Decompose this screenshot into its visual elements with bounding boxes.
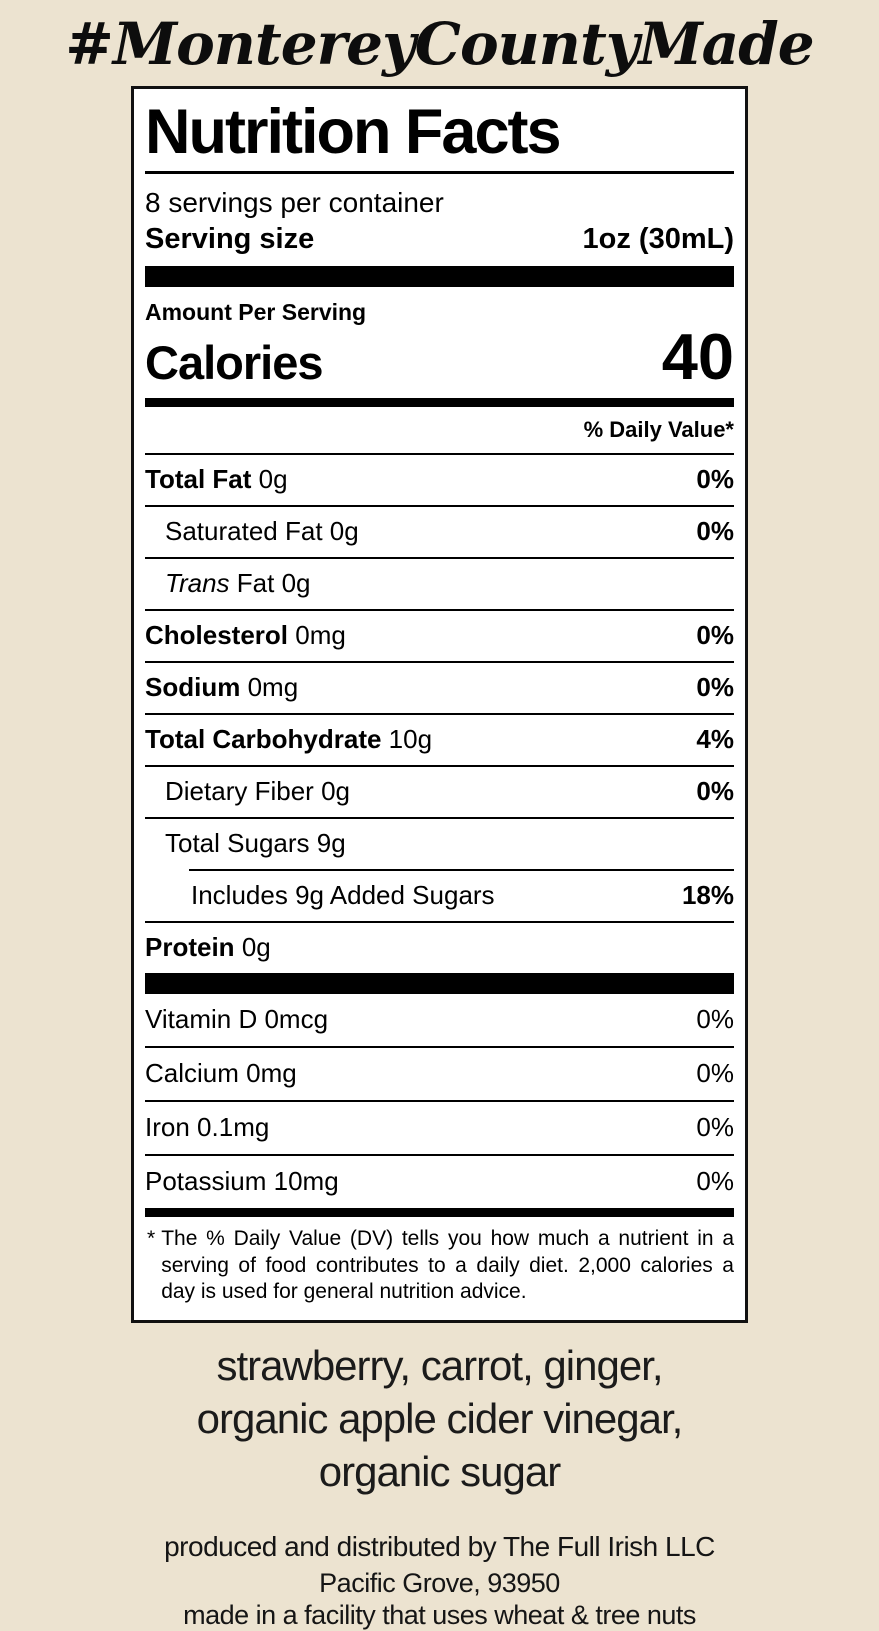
- nutrient-dv: 0%: [696, 776, 734, 807]
- divider-thick: [145, 266, 734, 287]
- nutrient-name-italic: Trans: [165, 568, 230, 599]
- vitamin-row-vitamin-d: [145, 994, 734, 1046]
- amount-per-serving: Amount Per Serving: [145, 299, 367, 326]
- nutrient-amount: 10g: [388, 724, 433, 755]
- nutrient-amount: 0g: [329, 516, 359, 547]
- vitamin-name: Vitamin D: [145, 1004, 258, 1035]
- nutrient-name: Sodium: [145, 672, 241, 703]
- vitamin-row-potassium: [145, 1156, 734, 1208]
- vitamin-dv: 0%: [696, 1166, 734, 1197]
- nutrient-row-sodium: [145, 663, 734, 713]
- nutrient-name: Saturated Fat: [165, 516, 323, 547]
- vitamin-dv: 0%: [696, 1004, 734, 1035]
- vitamin-row-iron: [145, 1102, 734, 1154]
- producer-line: produced and distributed by The Full Irish LLC: [164, 1530, 715, 1562]
- label-title: Nutrition Facts: [145, 97, 560, 167]
- ingredients-list: [0, 1339, 879, 1499]
- vitamin-name: Potassium: [145, 1166, 267, 1197]
- nutrient-name: Total Sugars: [165, 828, 310, 859]
- ingredients-line: organic sugar: [318, 1448, 561, 1496]
- nutrient-row-total-sugars: [145, 819, 734, 869]
- vitamin-name: Iron: [145, 1112, 190, 1143]
- ingredients-line: strawberry, carrot, ginger,: [216, 1341, 663, 1389]
- nutrient-name: Total Fat: [145, 464, 252, 495]
- calories-label: Calories: [145, 336, 323, 390]
- nutrient-row-total-carbohydrate: [145, 715, 734, 765]
- nutrient-row-protein: [145, 923, 734, 973]
- vitamin-dv: 0%: [696, 1058, 734, 1089]
- nutrient-amount: 0g: [241, 932, 271, 963]
- vitamin-amount: 10mg: [273, 1166, 339, 1197]
- vitamin-amount: 0mcg: [264, 1004, 329, 1035]
- nutrient-name: Cholesterol: [145, 620, 289, 651]
- nutrient-dv: 0%: [696, 620, 734, 651]
- nutrient-name: Dietary Fiber: [165, 776, 314, 807]
- ingredients-line: organic apple cider vinegar,: [196, 1395, 683, 1443]
- vitamin-dv: 0%: [696, 1112, 734, 1143]
- nutrient-dv: 4%: [696, 724, 734, 755]
- nutrient-name: Includes 9g Added Sugars: [191, 880, 495, 911]
- nutrient-row-cholesterol: [145, 611, 734, 661]
- vitamin-amount: 0mg: [246, 1058, 297, 1089]
- nutrient-row-total-fat: [145, 455, 734, 505]
- nutrient-row-trans-fat: [145, 559, 734, 609]
- calories-row: [145, 320, 734, 398]
- nutrient-amount: 0mg: [247, 672, 299, 703]
- daily-value-header: % Daily Value*: [583, 417, 734, 443]
- nutrient-row-saturated-fat: [145, 507, 734, 557]
- producer-info: [0, 1531, 879, 1631]
- nutrient-row-added-sugars: [145, 871, 734, 921]
- daily-value-footnote: [145, 1217, 734, 1307]
- nutrient-dv: 18%: [681, 880, 734, 911]
- nutrient-name: Protein: [145, 932, 235, 963]
- nutrition-facts-label: [131, 86, 748, 1323]
- calories-value: 40: [661, 320, 734, 394]
- footnote-text: The % Daily Value (DV) tells you how much a nutrient in a serving of food contributes to a daily diet. 2,000 calories a day is used for general nutrition advice.: [161, 1227, 734, 1304]
- nutrient-amount: 0g: [321, 776, 350, 807]
- serving-size-value: 1oz (30mL): [582, 223, 734, 256]
- servings-per-container: 8 servings per container: [145, 186, 444, 218]
- serving-size-row: [145, 219, 734, 266]
- footnote-asterisk: *: [147, 1227, 156, 1251]
- serving-size-label: Serving size: [145, 223, 315, 256]
- nutrient-dv: 0%: [696, 672, 734, 703]
- vitamin-name: Calcium: [145, 1058, 239, 1089]
- allergen-line: made in a facility that uses wheat & tree nuts: [183, 1599, 696, 1630]
- nutrient-row-dietary-fiber: [145, 767, 734, 817]
- vitamin-amount: 0.1mg: [197, 1112, 270, 1143]
- nutrient-dv: 0%: [696, 516, 734, 547]
- nutrient-amount: 0mg: [295, 620, 346, 651]
- producer-city-line: Pacific Grove, 93950: [319, 1567, 560, 1598]
- nutrient-name: Total Carbohydrate: [145, 724, 382, 755]
- nutrient-amount: 0g: [281, 568, 311, 599]
- nutrient-amount: 9g: [316, 828, 346, 859]
- divider-medium: [145, 1208, 734, 1217]
- nutrient-name: Fat: [236, 568, 275, 599]
- nutrient-amount: 0g: [258, 464, 288, 495]
- divider-thick: [145, 973, 734, 994]
- divider-medium: [145, 398, 734, 407]
- vitamin-row-calcium: [145, 1048, 734, 1100]
- divider-thin: [145, 171, 734, 174]
- nutrient-dv: 0%: [696, 464, 734, 495]
- hashtag-title: #MontereyCountyMade: [65, 10, 814, 78]
